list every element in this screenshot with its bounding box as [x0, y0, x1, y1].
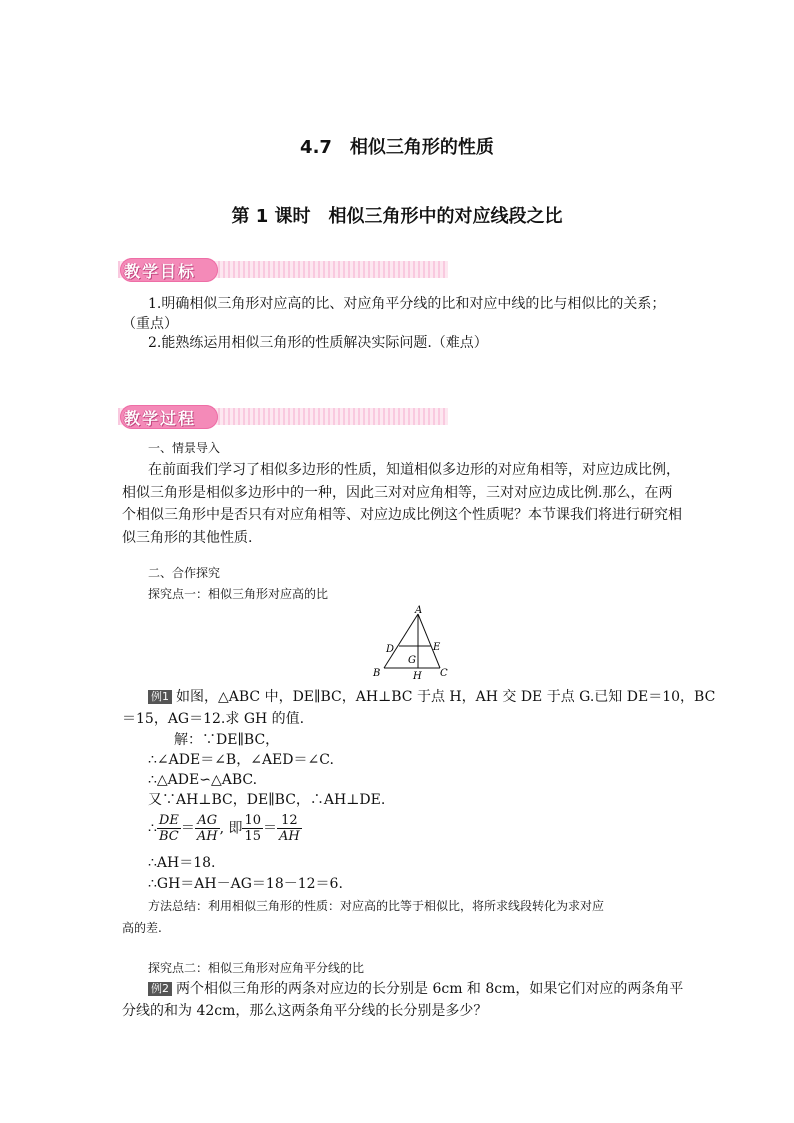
- objectives-banner: [118, 258, 450, 280]
- solution-line: ∴△ADE∽△ABC.: [148, 772, 258, 788]
- fraction-ag-ah: [195, 813, 220, 844]
- fraction-10-15: [242, 813, 263, 844]
- banner-label: 教学过程: [124, 409, 197, 428]
- example2-badge: 例2: [148, 982, 172, 996]
- example1-line2: ＝15，AG＝12.求 GH 的值.: [122, 711, 305, 727]
- example2-line2: 分线的和为 42cm，那么这两条角平分线的长分别是多少？: [122, 1003, 488, 1019]
- section-title: 4.7 相似三角形的性质: [300, 137, 494, 158]
- solution-line: ∴∠ADE＝∠B，∠AED＝∠C.: [148, 752, 334, 768]
- objective-line: 2.能熟练运用相似三角形的性质解决实际问题.（难点）: [148, 335, 488, 351]
- fraction-denominator: AH: [279, 829, 300, 844]
- lesson-title: 第 1 课时 相似三角形中的对应线段之比: [231, 206, 563, 227]
- solution-line: 又∵AH⊥BC，DE∥BC，∴AH⊥DE.: [148, 792, 386, 808]
- label-e: E: [433, 642, 441, 653]
- fraction-denominator: BC: [159, 829, 179, 844]
- triangle-figure: [368, 604, 458, 684]
- explore-heading: 二、合作探究: [148, 566, 221, 580]
- fraction-numerator: 12: [277, 813, 302, 829]
- label-g: G: [408, 655, 416, 666]
- example1-line1: [148, 687, 715, 707]
- point2-heading: 探究点二：相似三角形对应角平分线的比: [148, 961, 365, 975]
- fraction-de-bc: [157, 813, 181, 844]
- example1-badge: 例1: [148, 690, 172, 704]
- intro-line: 似三角形的其他性质.: [122, 530, 253, 546]
- label-c: C: [440, 668, 448, 679]
- fraction-12-ah: [277, 813, 302, 844]
- process-banner: [118, 405, 450, 427]
- therefore-symbol: ∴: [148, 820, 157, 837]
- fraction-denominator: 15: [244, 829, 262, 844]
- intro-heading: 一、情景导入: [148, 441, 221, 455]
- side-ac: [418, 614, 440, 668]
- example2-text: 两个相似三角形的两条对应边的长分别是 6cm 和 8cm，如果它们对应的两条角平: [176, 981, 684, 997]
- method-summary-line2: 高的差.: [122, 921, 162, 935]
- fraction-numerator: AG: [195, 813, 220, 829]
- result-line: ∴AH＝18.: [148, 855, 216, 871]
- fraction-denominator: AH: [196, 829, 218, 844]
- label-b: B: [373, 668, 381, 679]
- banner-label: 教学目标: [124, 262, 197, 281]
- solution-line: 解：∵DE∥BC，: [174, 732, 280, 748]
- objective-line: 1.明确相似三角形对应高的比、对应角平分线的比和对应中线的比与相似比的关系；: [148, 296, 666, 312]
- result-line: ∴GH＝AH－AG＝18－12＝6.: [148, 876, 343, 892]
- label-d: D: [386, 644, 395, 655]
- example1-text: 如图，△ABC 中，DE∥BC，AH⊥BC 于点 H，AH 交 DE 于点 G.已知 DE＝10，BC: [176, 689, 716, 705]
- label-h: H: [413, 671, 422, 682]
- intro-line: 个相似三角形中是否只有对应角相等、对应边成比例这个性质呢？本节课我们将进行研究相: [122, 507, 682, 523]
- intro-line: 相似三角形是相似多边形中的一种，因此三对对应角相等，三对对应边成比例.那么，在两: [122, 485, 673, 501]
- equals-sign: ＝: [180, 820, 195, 837]
- example2-line1: [148, 979, 683, 999]
- namely-text: , 即: [219, 820, 243, 837]
- intro-line: 在前面我们学习了相似多边形的性质，知道相似多边形的对应角相等，对应边成比例，: [148, 462, 680, 478]
- label-a: A: [415, 605, 423, 616]
- fraction-equation: [148, 813, 302, 844]
- objective-line: （重点）: [122, 316, 178, 332]
- fraction-numerator: DE: [158, 813, 179, 828]
- equals-sign: ＝: [263, 820, 278, 837]
- fraction-numerator: 10: [244, 813, 262, 828]
- point1-heading: 探究点一：相似三角形对应高的比: [148, 587, 329, 601]
- method-summary-line1: 方法总结：利用相似三角形的性质：对应高的比等于相似比，将所求线段转化为求对应: [148, 899, 605, 913]
